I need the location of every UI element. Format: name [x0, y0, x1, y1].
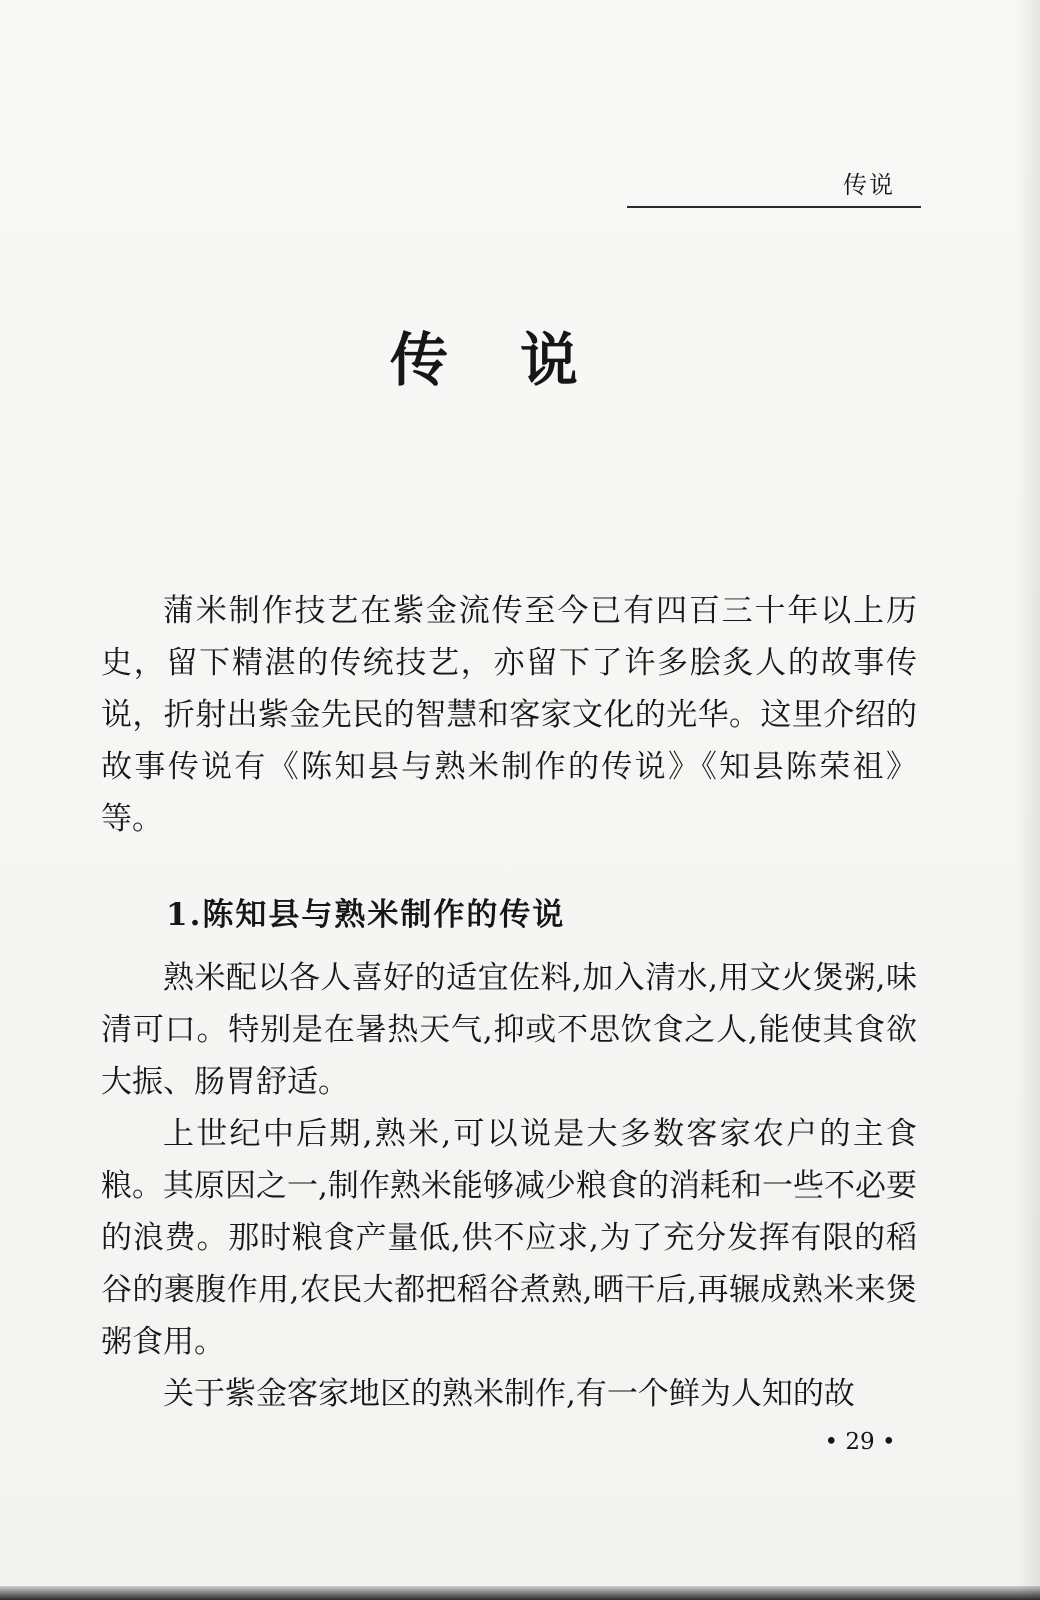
running-head-rule: [627, 206, 921, 208]
page-number: • 29 •: [824, 1429, 896, 1455]
body-paragraph-1: 熟米配以各人喜好的适宜佐料,加入清水,用文火煲粥,味清可口。特别是在暑热天气,抑或不思饮食之人,能使其食欲大振、肠胃舒适。: [101, 960, 917, 1100]
chapter-title: 传说: [389, 325, 650, 394]
body-paragraph-3: 关于紫金客家地区的熟米制作,有一个鲜为人知的故: [163, 1376, 855, 1412]
intro-paragraph: 蒲米制作技艺在紫金流传至今已有四百三十年以上历史，留下精湛的传统技艺，亦留下了许多脍炙人的故事传说，折射出紫金先民的智慧和客家文化的光华。这里介绍的故事传说有《陈知县与熟米制作的传说》《知县陈荣祖》等。: [101, 593, 917, 837]
section-heading: 1.陈知县与熟米制作的传说: [166, 897, 566, 933]
running-head: 传说: [843, 171, 895, 199]
body-paragraph-2: 上世纪中后期,熟米,可以说是大多数客家农户的主食粮。其原因之一,制作熟米能够减少粮食的消耗和一些不必要的浪费。那时粮食产量低,供不应求,为了充分发挥有限的稻谷的裹腹作用,农民大都把稻谷煮熟,晒干后,再辗成熟米来煲粥食用。: [101, 1116, 917, 1360]
section-body: [101, 952, 917, 1420]
scan-bottom-edge: [0, 1586, 1040, 1600]
page-edge-shadow: [1016, 0, 1040, 1600]
